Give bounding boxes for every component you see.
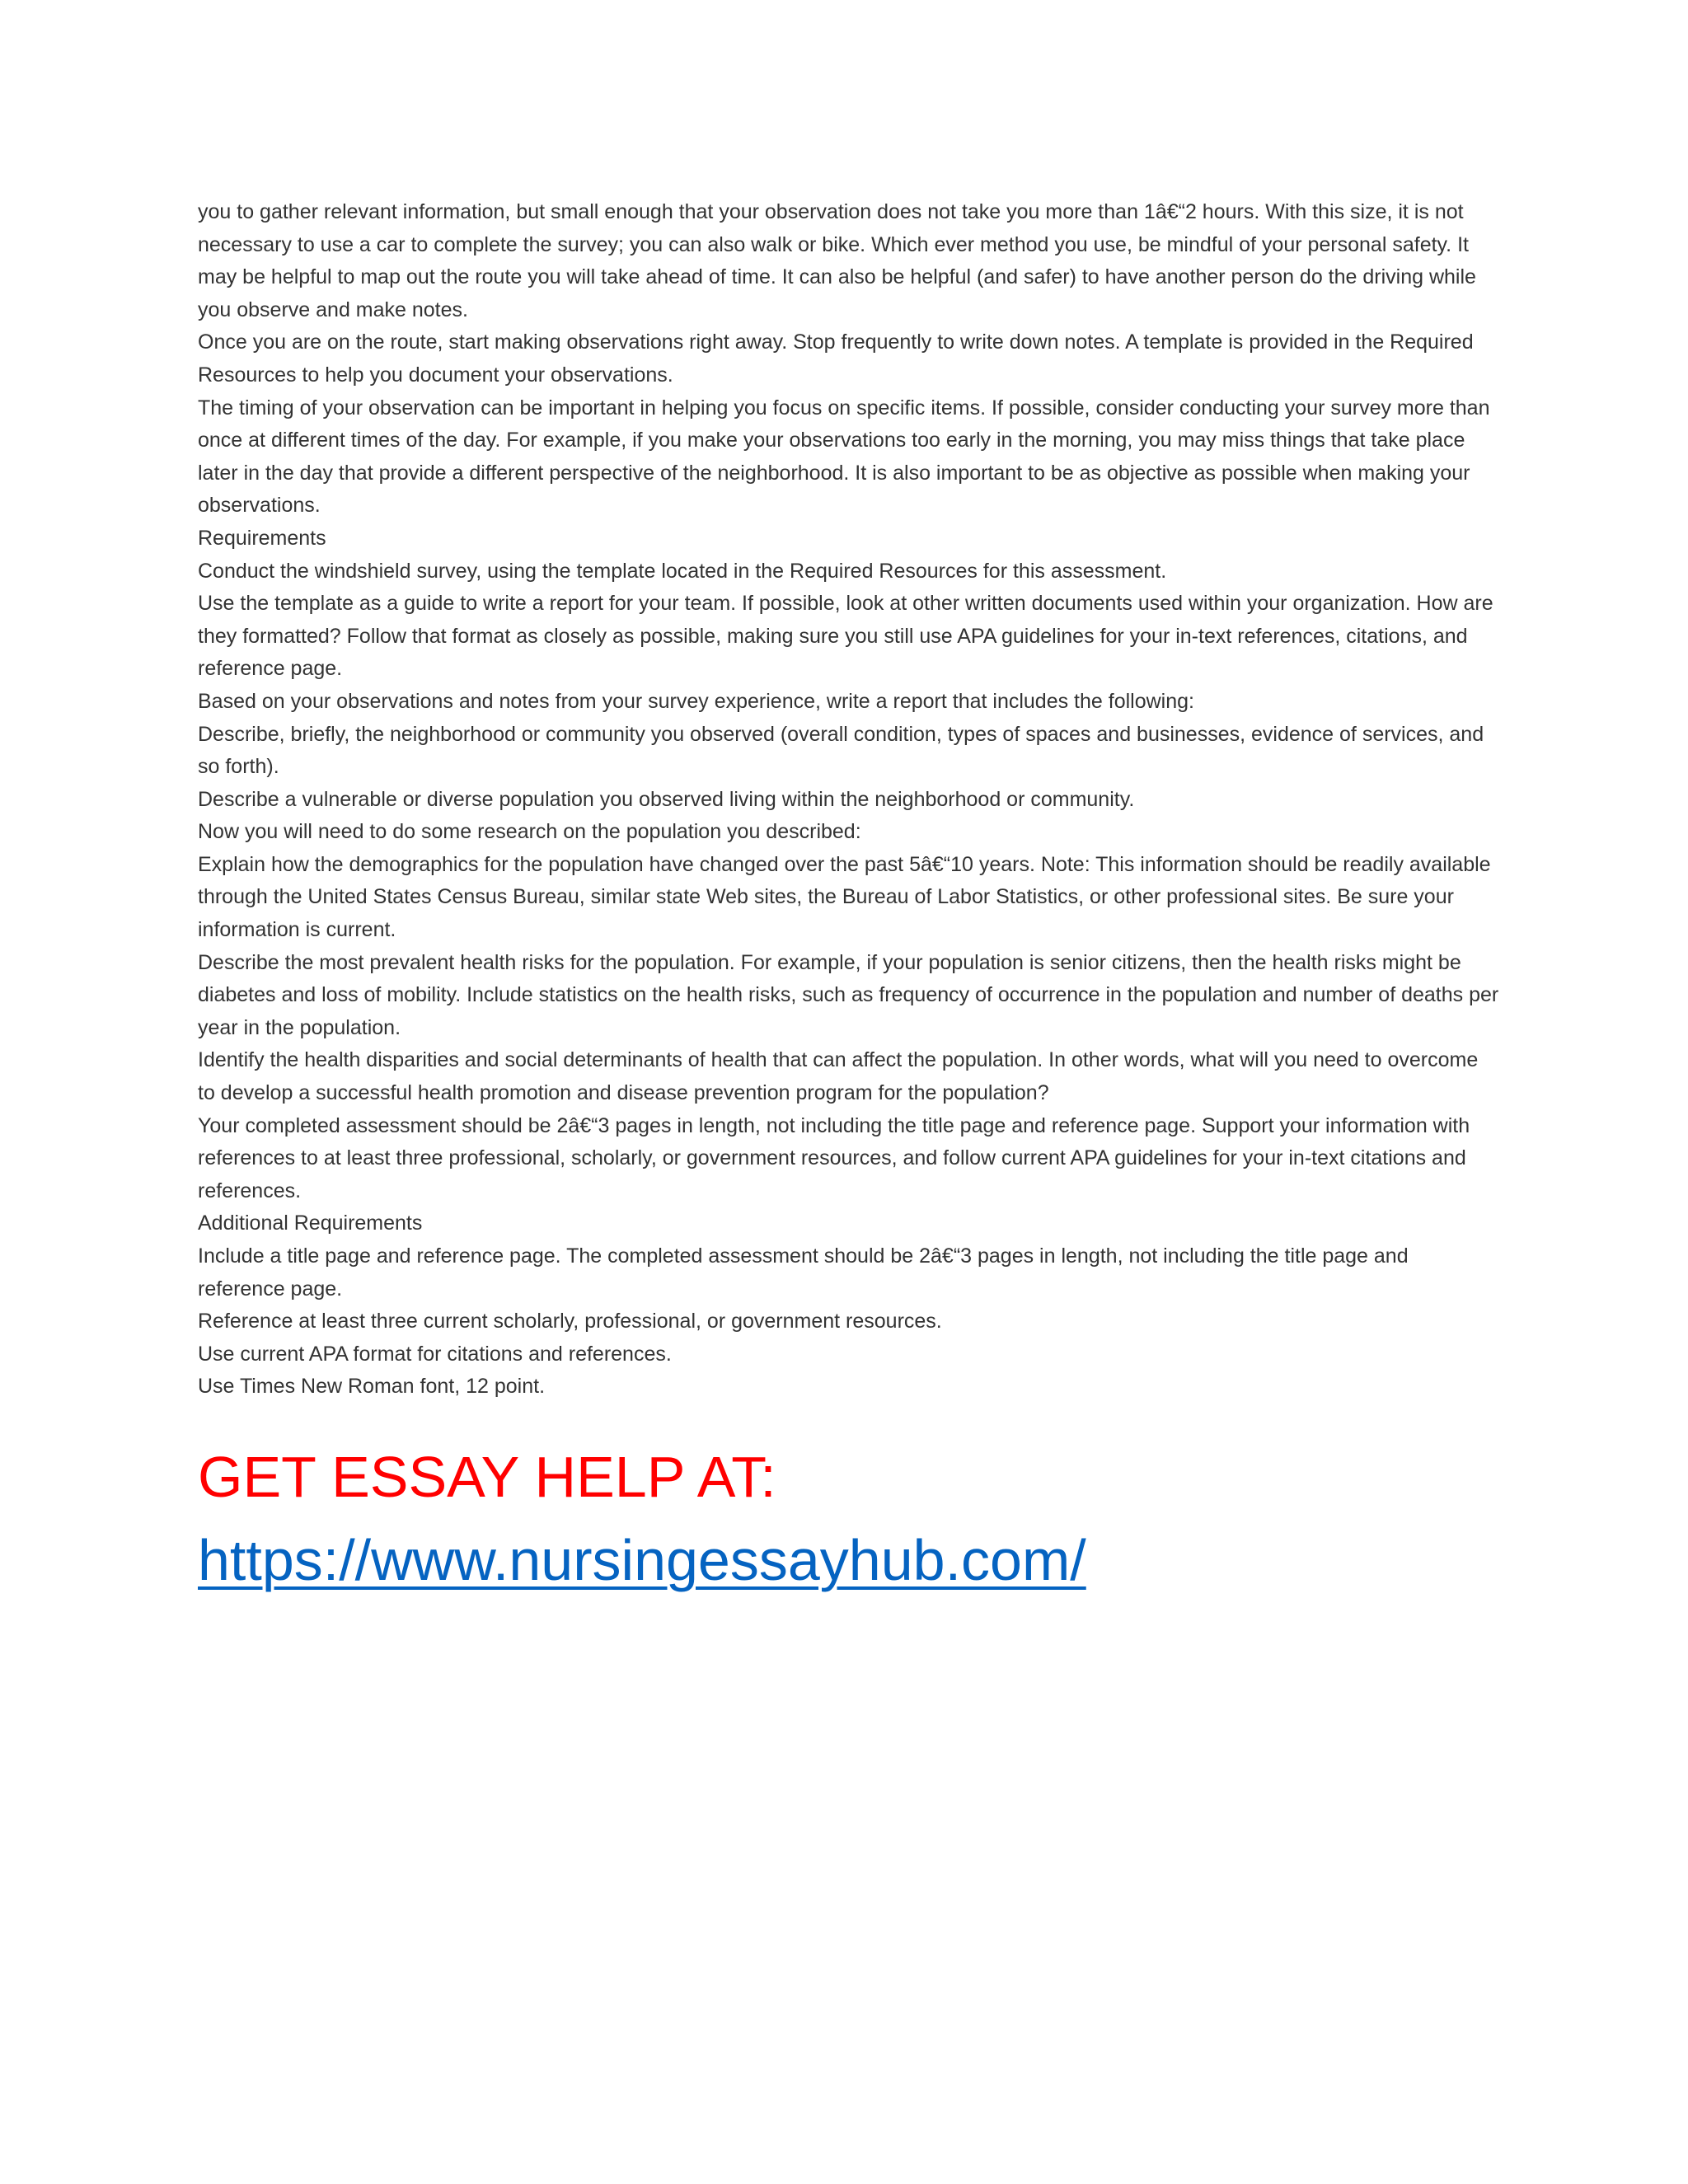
heading-additional-requirements: Additional Requirements — [198, 1212, 423, 1235]
paragraph-route-size: you to gather relevant information, but small enough that your observation does not take you more than 1â€“2 hours. With this size, it is not necessary to use a car to complete the survey; you can also walk or bike. Which ever method you use, be mindful of your personal safety. It may be helpful to map out the route you will take ahead of time. It can also be helpful (and safer) to have another person do the driving while you observe and make notes. — [198, 200, 1476, 321]
paragraph-assessment-length: Your completed assessment should be 2â€“3 pages in length, not including the title page and reference page. Support your information with references to at least three professional, scholarly, or government resources, and follow current APA guidelines for your in-text citations and references. — [198, 1113, 1470, 1202]
essay-help-heading: GET ESSAY HELP AT: — [198, 1444, 776, 1509]
paragraph-font: Use Times New Roman font, 12 point. — [198, 1375, 546, 1399]
paragraph-apa-format: Use current APA format for citations and references. — [198, 1342, 672, 1366]
paragraph-conduct-survey: Conduct the windshield survey, using the template located in the Required Resources for this assessment. — [198, 559, 1167, 583]
paragraph-timing: The timing of your observation can be important in helping you focus on specific items. If possible, consider conducting your survey more than once at different times of the day. For example, if you make your observations too early in the morning, you may miss things that take place later in the day that provide a different perspective of the neighborhood. It is also important to be as objective as possible when making your observations. — [198, 396, 1490, 518]
paragraph-describe-population: Describe a vulnerable or diverse population you observed living within the neighborhood or community. — [198, 787, 1135, 811]
paragraph-health-disparities: Identify the health disparities and social determinants of health that can affect the population. In other words, what will you need to overcome to develop a successful health promotion and disease prevention program for the population? — [198, 1048, 1479, 1105]
paragraph-report-includes: Based on your observations and notes from your survey experience, write a report that includes the following: — [198, 689, 1194, 713]
essay-help-link[interactable]: https://www.nursingessayhub.com/ — [198, 1527, 1086, 1592]
paragraph-research: Now you will need to do some research on the population you described: — [198, 820, 861, 844]
paragraph-references: Reference at least three current scholarly, professional, or government resources. — [198, 1310, 942, 1333]
paragraph-describe-neighborhood: Describe, briefly, the neighborhood or community you observed (overall condition, types of spaces and businesses, evidence of services, and so forth). — [198, 722, 1484, 779]
paragraph-health-risks: Describe the most prevalent health risks for the population. For example, if your population is senior citizens, then the health risks might be diabetes and loss of mobility. Include statistics on the health risks, such as frequency of occurrence in the population and number of deaths per year in the population. — [198, 950, 1499, 1039]
paragraph-demographics: Explain how the demographics for the population have changed over the past 5â€“10 years. Note: This information should be readily available through the United States Census Bureau, similar state Web sites, the Bureau of Labor Statistics, or other professional sites. Be sure your information is current. — [198, 852, 1491, 942]
document-body — [198, 196, 1500, 1404]
paragraph-on-route: Once you are on the route, start making observations right away. Stop frequently to write down notes. A template is provided in the Required Resources to help you document your observations. — [198, 330, 1474, 387]
heading-requirements: Requirements — [198, 526, 326, 550]
paragraph-use-template: Use the template as a guide to write a report for your team. If possible, look at other written documents used within your organization. How are they formatted? Follow that format as closely as possible, making sure you still use APA guidelines for your in-text references, citations, and reference page. — [198, 592, 1493, 681]
essay-help-callout — [198, 1436, 1500, 1603]
page-content — [198, 196, 1500, 1603]
paragraph-title-page: Include a title page and reference page. The completed assessment should be 2â€“3 pages in length, not including the title page and reference page. — [198, 1244, 1409, 1301]
